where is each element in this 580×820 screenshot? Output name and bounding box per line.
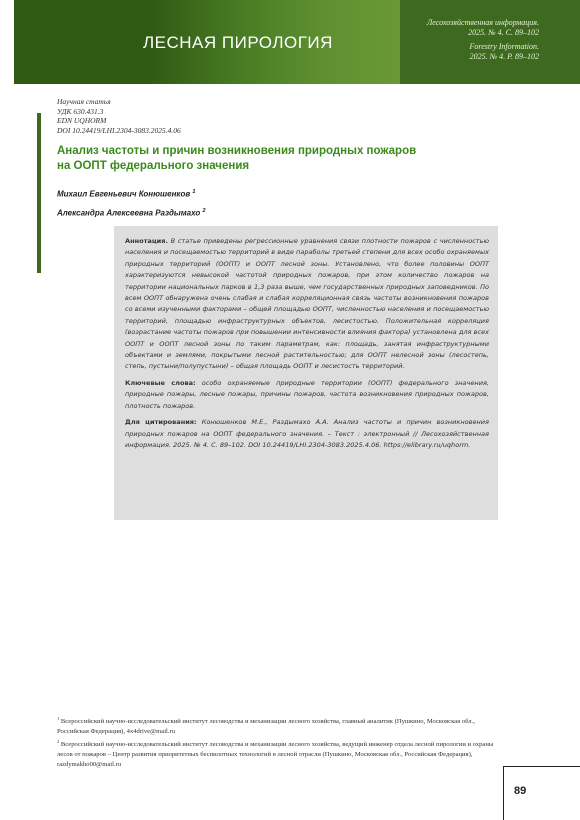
article-title: [57, 144, 457, 174]
author-2: [57, 203, 206, 222]
author-name: Михаил Евгеньевич Конюшенков: [57, 189, 191, 199]
citation-label: Для цитирования:: [125, 418, 197, 427]
abstract-label: Аннотация.: [125, 237, 168, 245]
footnote-text: Всероссийский научно-исследовательский институт лесоводства и механизации лесного хозяйства, главный аналитик (Пушкино, Московская обл., Российская Федерация), 4x4drive@mail.ru: [57, 718, 475, 735]
keywords-text: особо охраняемые природные территории (ООПТ) федерального значения, природные пожары, лесные пожары, причины пожаров, частота возникновения природных пожаров, плотность пожаров.: [125, 378, 489, 410]
journal-name-en: Forestry Information.: [469, 42, 539, 51]
abstract-content: [125, 236, 489, 456]
page-corner-line-horizontal: [503, 766, 580, 767]
footnote-1: [57, 714, 500, 736]
title-line-1: Анализ частоты и причин возникновения природных пожаров: [57, 145, 417, 157]
abstract-text: В статье приведены регрессионные уравнения связи плотности пожаров с численностью населения и посещаемостью территорий в виде параболы третьей степени для всех особо охраняемых природных территорий (ООПТ) и ООПТ лесной зоны. Установлено, что более половины ООПТ характеризуются невысокой частотой природных пожаров, при этом количество пожаров на территории национальных парков в 1,3 раза выше, чем государственных природных заповедников. По всем ООПТ обнаружена очень слабая и слабая корреляционная связь частоты возникновения пожаров со всеми изученными факторами – общей площадью ООПТ, численностью населения и посещаемостью территорий, площадью инфраструктурных объектов, лесистостью. Положительная корреляция (возрастание частоты пожаров при повышении интенсивности влияния фактора) установлена для всех ООПТ и ООПТ лесной зоны по таким параметрам, как: площадь, занятая инфраструктурными объектами и землями, покрытыми лесной растительностью; для ООПТ нелесной зоны (лесостепь, степь, пустыни/полупустыни) – общая площадь ООПТ и лесистость территорий.: [125, 237, 489, 371]
abstract-paragraph: [125, 236, 489, 373]
journal-name-ru: Лесохозяйственная информация.: [426, 18, 539, 27]
edn: EDN UQHORM: [57, 116, 107, 125]
author-mark: 2: [202, 207, 206, 214]
journal-issue-ru: 2025. № 4. С. 89–102: [468, 28, 539, 37]
footnote-text: Всероссийский научно-исследовательский институт лесоводства и механизации лесного хозяйства, ведущий инженер отдела лесной пирологии и охраны лесов от пожаров – Центр развития приоритетных беспилотных технологий в лесной отрасли (Пушкино, Московская обл., Российская Федерация), razdymakho00@mail.ru: [57, 741, 494, 768]
page-corner-line-vertical: [503, 766, 504, 820]
article-meta: [57, 97, 181, 135]
footnote-mark: 2: [57, 739, 60, 745]
journal-info: [427, 18, 539, 62]
journal-issue-en: 2025. № 4. P. 89–102: [469, 52, 539, 61]
citation-paragraph: [125, 417, 489, 451]
citation-text: Конюшенков М.Е., Раздымахо А.А. Анализ частоты и причин возникновения природных пожаров на ООПТ федерального значения. – Текст : электронный // Лесохозяйственная информация. 2025. № 4. С. 89–102. DOI 10.24419/LHI.2304-3083.2025.4.06. https://elibrary.ru/uqhorm.: [125, 418, 489, 449]
udk: УДК 630.431.3: [57, 106, 104, 116]
authors: [57, 184, 206, 221]
keywords-label: Ключевые слова:: [125, 378, 196, 387]
article-type: Научная статья: [57, 97, 111, 106]
footnote-mark: 1: [57, 716, 60, 721]
doi: DOI 10.24419/LHI.2304-3083.2025.4.06: [57, 125, 181, 135]
author-mark: 1: [192, 189, 196, 195]
author-1: [57, 184, 206, 203]
footnote-2: [57, 737, 500, 769]
page-number: 89: [514, 785, 527, 797]
left-accent-bar: [37, 113, 41, 273]
keywords-paragraph: [125, 378, 489, 412]
section-title: ЛЕСНАЯ ПИРОЛОГИЯ: [143, 33, 333, 52]
author-name: Александра Алексеевна Раздымахо: [57, 208, 201, 218]
title-line-2: на ООПТ федерального значения: [57, 160, 250, 172]
footnotes: [57, 714, 500, 770]
